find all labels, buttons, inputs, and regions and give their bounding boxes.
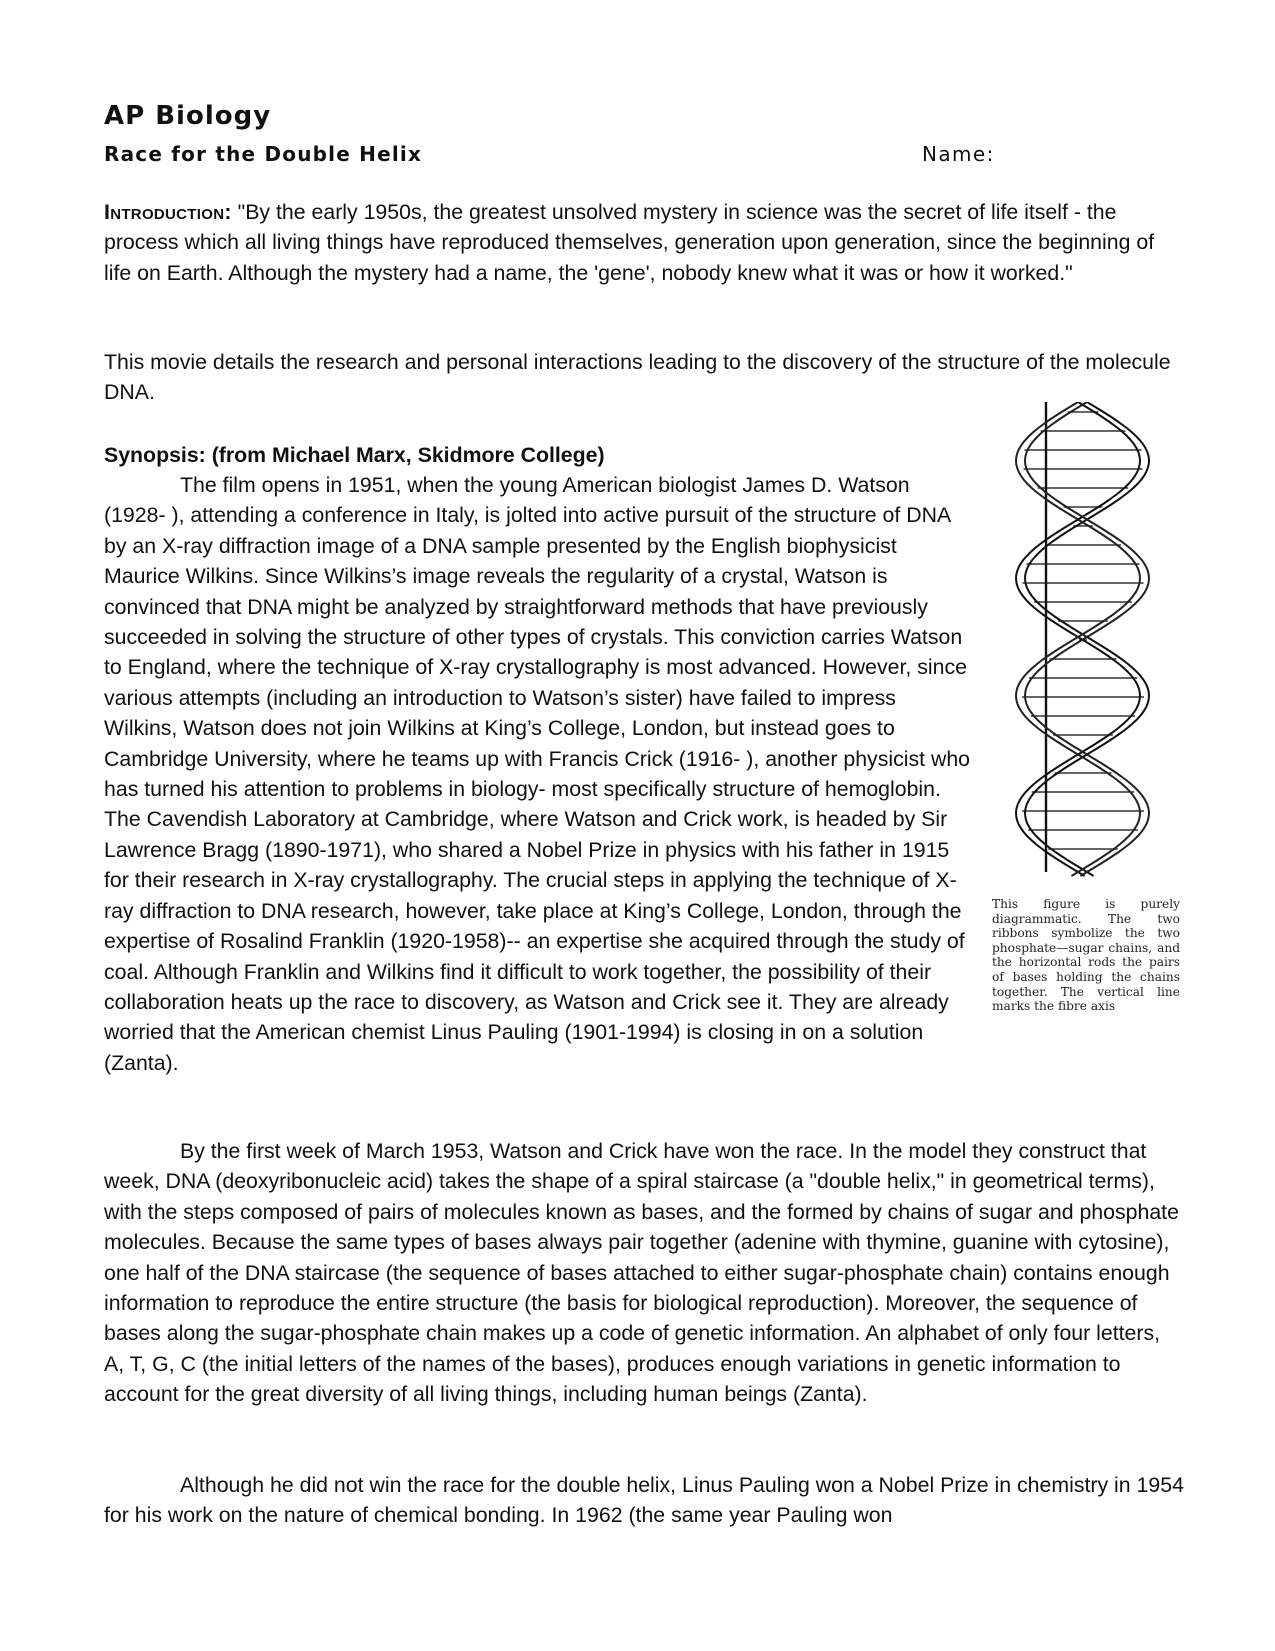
course-title: AP Biology [104, 101, 272, 131]
synopsis-heading: Synopsis: (from Michael Marx, Skidmore College) [104, 443, 605, 467]
synopsis-paragraph-2: By the first week of March 1953, Watson and Crick have won the race. In the model they construct that week, DNA (deoxyribonucleic acid) takes the shape of a spiral staircase (a "double helix," in geometrical terms), with the steps composed of pairs of molecules known as bases, and the formed by chains of sugar and phosphate molecules. Because the same types of bases always pair together (adenine with thymine, guanine with cytosine), one half of the DNA staircase (the sequence of bases attached to either sugar-phosphate chain) contains enough information to reproduce the entire structure (the basis for biological reproduction). Moreover, the sequence of bases along the sugar-phosphate chain makes up a code of genetic information. An alphabet of only four letters, A, T, G, C (the initial letters of the names of the bases), produces enough variations in genetic information to account for the great diversity of all living things, including human beings (Zanta). [104, 1139, 1179, 1407]
synopsis-paragraph-1: The film opens in 1951, when the young American biologist James D. Watson (1928- ), attending a conference in Italy, is jolted into active pursuit of the structure of DNA by an X-ray diffraction image of a DNA sample presented by the English biophysicist Maurice Wilkins. Since Wilkins’s image reveals the regularity of a crystal, Watson is convinced that DNA might be analyzed by straightforward methods that have previously succeeded in solving the structure of other types of crystals. This conviction carries Watson to England, where the technique of X-ray crystallography is most advanced. However, since various attempts (including an introduction to Watson’s sister) have failed to impress Wilkins, Watson does not join Wilkins at King’s College, London, but instead goes to Cambridge University, where he teams up with Francis Crick (1916- ), another physicist who has turned his attention to problems in biology- most specifically structure of hemoglobin. The Cavendish Laboratory at Cambridge, where Watson and Crick work, is headed by Sir Lawrence Bragg (1890-1971), who shared a Nobel Prize in physics with his father in 1915 for their research in X-ray crystallography. The crucial steps in applying the technique of X-ray diffraction to DNA research, however, take place at King’s College, London, through the expertise of Rosalind Franklin (1920-1958)-- an expertise she acquired through the study of coal. Although Franklin and Wilkins find it difficult to work together, the possibility of their collaboration heats up the race to discovery, as Watson and Crick see it. They are already worried that the American chemist Linus Pauling (1901-1994) is closing in on a solution (Zanta). [104, 473, 971, 1075]
movie-details-paragraph: This movie details the research and personal interactions leading to the discovery of the structure of the molecule DNA. [104, 350, 1171, 405]
name-label: Name: [922, 142, 995, 166]
document-title: Race for the Double Helix [104, 142, 423, 166]
synopsis-paragraph-3: Although he did not win the race for the double helix, Linus Pauling won a Nobel Prize in chemistry in 1954 for his work on the nature of chemical bonding. In 1962 (the same year Pauling won [104, 1473, 1184, 1528]
introduction-text: "By the early 1950s, the greatest unsolved mystery in science was the secret of life itself - the process which all living things have reproduced themselves, generation upon generation, since the beginning of life on Earth. Although the mystery had a name, the 'gene', nobody knew what it was or how it worked." [104, 200, 1155, 285]
introduction-paragraph [104, 197, 1184, 288]
double-helix-icon [1008, 402, 1188, 902]
introduction-label: Introduction: [104, 200, 232, 224]
figure-caption: This figure is purely diagrammatic. The two ribbons symbolize the two phosphate—sugar chains, and the horizontal rods the pairs of bases holding the chains together. The vertical line marks the fibre axis [992, 897, 1180, 1014]
